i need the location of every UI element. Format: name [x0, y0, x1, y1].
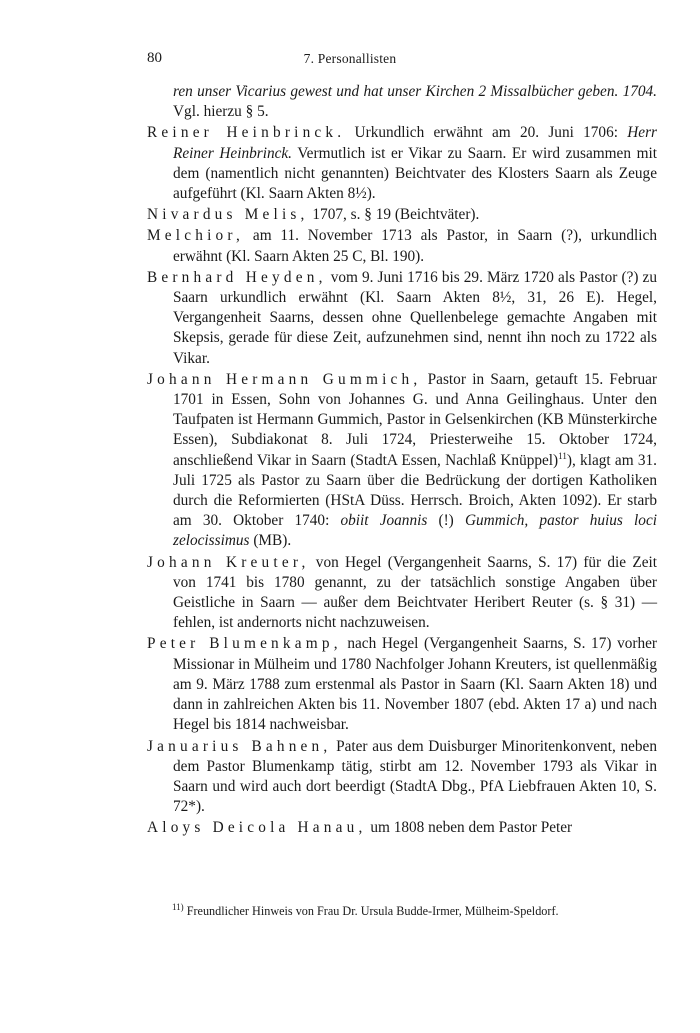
footnote: $^{11)}$ Freundlicher Hinweis von Frau Dr. Ursula Budde-Irmer, Mülheim-Speldorf. — [172, 901, 559, 918]
entry-melchior: Melchior, am 11. November 1713 als Pastor, in Saarn (?), urkundlich erwähnt (Kl. Saarn Akten 25 C, Bl. 190). — [147, 227, 657, 265]
entry-heyden: Bernhard Heyden, vom 9. Juni 1716 bis 29. März 1720 als Pastor (?) zu Saarn urkundlich erwähnt (Kl. Saarn Akten 8½, 31, 26 E). Hegel, Vergangenheit Saarns, dessen ohne Quellenbelege gemachte Angaben mit Skepsis, gerade für diese Zeit, aufzunehmen sind, nennt ihn noch zu 1722 als Vikar. — [147, 268, 657, 367]
person-name: Januarius Bahnen, — [147, 737, 332, 755]
continued-entry: ren unser Vicarius gewest und hat unser Kirchen 2 Missalbücher geben. 1704. Vgl. hierzu § 5. — [173, 83, 657, 121]
page-number: 80 — [147, 50, 162, 66]
main-text — [147, 82, 657, 840]
person-name: Johann Hermann Gummich, — [147, 370, 422, 388]
entry-heinbrinck: Reiner Heinbrinck. Urkundlich erwähnt am 20. Juni 1706: Herr Reiner Heinbrinck. Vermutlich ist er Vikar zu Saarn. Er wird zusammen mit dem (namentlich nicht genannten) Beichtvater des Klosters Saarn als Zeuge aufgeführt (Kl. Saarn Akten 8½). — [147, 124, 657, 203]
running-title: 7. Personallisten — [303, 51, 397, 66]
quote-italic: ren unser Vicarius gewest und hat unser Kirchen 2 Missalbücher geben. 1704. — [173, 83, 657, 100]
entry-melis: Nivardus Melis, 1707, s. § 19 (Beichtväter). — [147, 206, 480, 224]
footnote-ref: 11 — [558, 450, 567, 461]
entry-blumenkamp: Peter Blumenkamp, nach Hegel (Vergangenheit Saarns, S. 17) vorher Missionar in Mülheim und 1780 Nachfolger Johann Kreuters, ist quellenmäßig am 9. März 1788 zum erstenmal als Pastor in Saarn (Kl. Saarn Akten 18) und dann in zahlreichen Akten bis 11. November 1807 (ebd. Akten 17 a) und nach Hegel bis 1814 nachweisbar. — [147, 635, 657, 734]
person-name: Nivardus Melis, — [147, 206, 309, 224]
person-name: Peter Blumenkamp, — [147, 635, 342, 653]
person-name: Reiner Heinbrinck. — [147, 124, 346, 142]
entry-kreuter: Johann Kreuter, von Hegel (Vergangenheit Saarns, S. 17) für die Zeit von 1741 bis 1780 genannt, zu der tatsächlich sonstige Angaben über Geistliche in Saarn — außer dem Beichtvater Heribert Reuter (s. § 31) — fehlen, ist andernorts nicht nachzuweisen. — [147, 553, 657, 632]
person-name: Aloys Deicola Hanau, — [147, 819, 367, 837]
person-name: Johann Kreuter, — [147, 553, 310, 571]
person-name: Bernhard Heyden, — [147, 268, 327, 286]
entry-gummich: Johann Hermann Gummich, Pastor in Saarn, getauft 15. Februar 1701 in Essen, Sohn von Johannes G. und Anna Geilinghaus. Unter den Taufpaten ist Hermann Gummich, Pastor in Gelsenkirchen (KB Münsterkirche Essen), Subdiakonat 8. Juli 1724, Priesterweihe 15. Oktober 1724, anschließend Vikar in Saarn (StadtA Essen, Nachlaß Knüppel)$^{11}$), klagt am 31. Juli 1725 als Pastor zu Saarn über die Bedrückung der dortigen Katholiken durch die Reformierten (HStA Düss. Herrsch. Broich, Akten 1092). Er starb am 30. Oktober 1740: obiit Joannis (!) Gummich, pastor huius loci zelocissimus (MB). — [147, 370, 657, 550]
entry-bahnen: Januarius Bahnen, Pater aus dem Duisburger Minoritenkonvent, neben dem Pastor Blumenkamp tätig, stirbt am 12. November 1793 als Vikar in Saarn und wird auch dort beerdigt (StadtA Dbg., PfA Liebfrauen Akten 10, S. 72*). — [147, 737, 657, 816]
person-name: Melchior, — [147, 227, 245, 245]
entry-hanau: Aloys Deicola Hanau, um 1808 neben dem Pastor Peter — [147, 819, 573, 837]
footnote-marker: 11) — [172, 901, 184, 912]
